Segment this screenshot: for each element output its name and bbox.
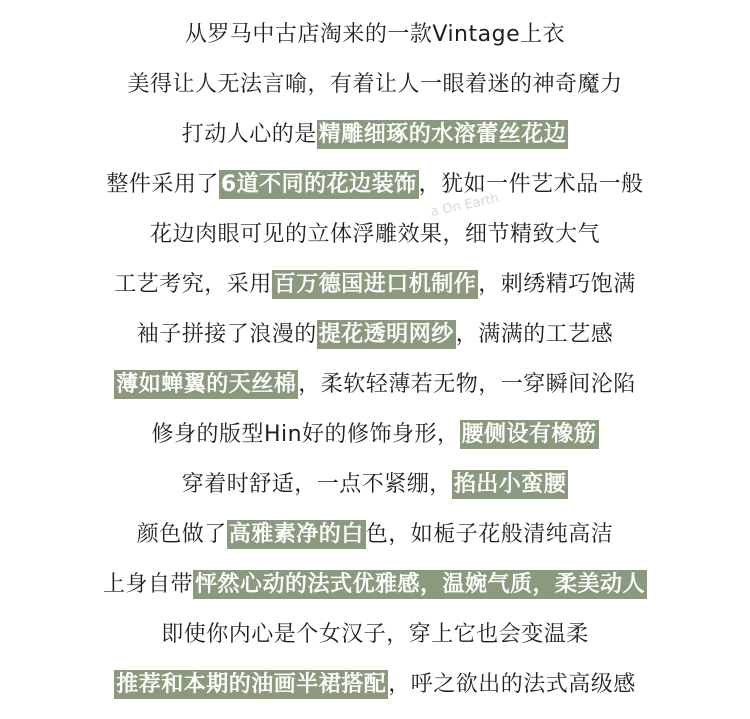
- text-segment: 修身的版型Hin好的修饰身形，: [151, 422, 460, 447]
- text-line-1: [0, 10, 750, 60]
- text-segment: ，呼之欲出的法式高级感: [388, 672, 636, 697]
- text-line-14: [0, 660, 750, 710]
- text-line-8: [0, 360, 750, 410]
- text-line-11: [0, 510, 750, 560]
- text-segment: 工艺考究，采用: [114, 272, 272, 297]
- text-segment: 整件采用了: [106, 172, 219, 197]
- text-line-9: [0, 410, 750, 460]
- text-segment: 打动人心的是: [181, 122, 317, 147]
- text-segment: 上身自带: [102, 572, 193, 597]
- highlight-segment: 百万德国进口机制作: [273, 272, 477, 297]
- highlight-segment: 薄如蝉翼的天丝棉: [116, 372, 297, 397]
- highlight-segment: 腰侧设有橡筋: [461, 422, 597, 447]
- text-line-7: [0, 310, 750, 360]
- text-line-3: [0, 110, 750, 160]
- text-segment: 色，如栀子花般清纯高洁: [365, 522, 614, 547]
- highlight-segment: 掐出小蛮腰: [453, 472, 567, 497]
- highlight-segment: 推荐和本期的油画半裙搭配: [116, 672, 387, 697]
- text-line-6: [0, 260, 750, 310]
- text-line-13: [0, 610, 750, 660]
- highlight-segment: 提花透明网纱: [318, 322, 454, 347]
- text-segment: 即使你内心是个女汉子，穿上它也会变温柔: [161, 622, 589, 647]
- highlight-segment: 精雕细琢的水溶蕾丝花边: [318, 122, 567, 147]
- text-segment: 穿着时舒适，一点不紧绷，: [181, 472, 452, 497]
- text-line-12: [0, 560, 750, 610]
- highlight-segment: 6道不同的花边装饰: [220, 172, 417, 197]
- text-segment: 颜色做了: [136, 522, 227, 547]
- text-segment: ，满满的工艺感: [455, 322, 614, 347]
- watermark: a On Earth: [429, 190, 501, 221]
- highlight-segment: 怦然心动的法式优雅感，温婉气质，柔美动人: [195, 572, 646, 597]
- text-segment: 美得让人无法言喻，有着让人一眼着迷的神奇魔力: [127, 72, 623, 97]
- text-segment: 花边肉眼可见的立体浮雕效果，细节精致大气: [149, 222, 600, 247]
- text-segment: 袖子拼接了浪漫的: [136, 322, 317, 347]
- highlight-segment: 高雅素净的白: [228, 522, 364, 547]
- text-segment: ，刺绣精巧饱满: [478, 272, 636, 297]
- text-segment: ，柔软轻薄若无物，一穿瞬间沦陷: [298, 372, 636, 397]
- text-segment: 从罗马中古店淘来的一款Vintage上衣: [184, 22, 566, 47]
- text-line-2: [0, 60, 750, 110]
- product-description: [0, 10, 750, 710]
- text-line-4: [0, 160, 750, 210]
- text-line-10: [0, 460, 750, 510]
- text-segment: ，犹如一件艺术品一般: [418, 172, 644, 197]
- text-line-5: [0, 210, 750, 260]
